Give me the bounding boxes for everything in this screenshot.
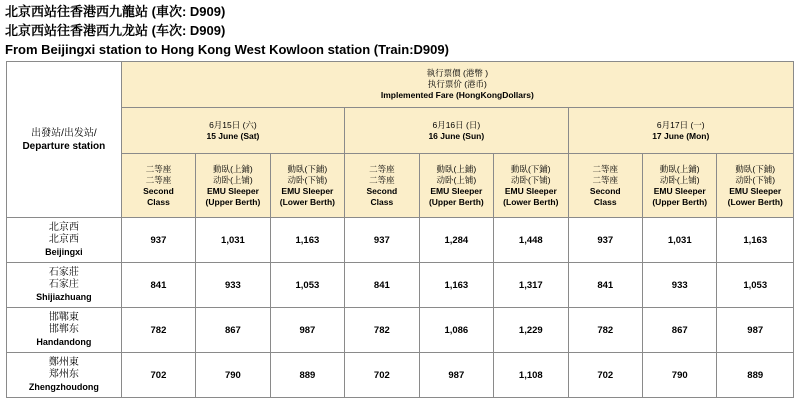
table-row: [7, 218, 794, 263]
station-header-cn: 出發站/出发站/: [31, 127, 97, 139]
date-header-1: [121, 108, 344, 154]
title-traditional: 北京西站往香港西九龍站 (車次: D909): [5, 4, 226, 19]
fare-cell: 790: [196, 353, 270, 398]
fare-cell: 987: [717, 308, 794, 353]
fare-cell: 1,086: [419, 308, 493, 353]
fare-cell: 1,229: [494, 308, 568, 353]
fare-cell: 1,284: [419, 218, 493, 263]
fare-cell: 1,031: [196, 218, 270, 263]
fare-table: [6, 61, 794, 398]
fare-cell: 841: [568, 263, 642, 308]
station-cell: 鄭州東 郑州东 Zhengzhoudong: [7, 353, 122, 398]
fare-cell: 782: [568, 308, 642, 353]
class-header: 二等座 二等座 Second Class: [345, 154, 419, 218]
class-header: 動臥(上鋪) 动卧(上铺) EMU Sleeper (Upper Berth): [643, 154, 717, 218]
table-row: [7, 263, 794, 308]
class-header-row: [7, 154, 794, 218]
fare-cell: 889: [270, 353, 344, 398]
fare-cell: 1,448: [494, 218, 568, 263]
class-header: 動臥(下鋪) 动卧(下铺) EMU Sleeper (Lower Berth): [717, 154, 794, 218]
class-header: 動臥(上鋪) 动卧(上铺) EMU Sleeper (Upper Berth): [419, 154, 493, 218]
date-cn: 6月16日 (日): [432, 119, 481, 130]
table-row: [7, 353, 794, 398]
fare-header-simp: 执行票价 (港币): [427, 79, 487, 89]
fare-cell: 1,317: [494, 263, 568, 308]
date-cn: 6月17日 (一): [656, 119, 705, 130]
fare-header: [121, 62, 793, 108]
date-en: 17 June (Mon): [652, 130, 710, 141]
fare-cell: 1,163: [270, 218, 344, 263]
station-header-en: Departure station: [22, 140, 106, 152]
fare-cell: 1,053: [270, 263, 344, 308]
class-header: 二等座 二等座 Second Class: [121, 154, 195, 218]
fare-cell: 889: [717, 353, 794, 398]
table-row: [7, 308, 794, 353]
fare-cell: 702: [568, 353, 642, 398]
fare-cell: 987: [270, 308, 344, 353]
title-simplified: 北京西站往香港西九龙站 (车次: D909): [5, 23, 226, 38]
station-cell: 石家莊 石家庄 Shijiazhuang: [7, 263, 122, 308]
class-header: 二等座 二等座 Second Class: [568, 154, 642, 218]
class-header: 動臥(上鋪) 动卧(上铺) EMU Sleeper (Upper Berth): [196, 154, 270, 218]
date-en: 15 June (Sat): [206, 130, 260, 141]
date-header-2: [345, 108, 568, 154]
station-cell: 邯鄲東 邯郸东 Handandong: [7, 308, 122, 353]
date-header-3: [568, 108, 793, 154]
fare-cell: 933: [196, 263, 270, 308]
fare-cell: 1,163: [419, 263, 493, 308]
station-cell: 北京西 北京西 Beijingxi: [7, 218, 122, 263]
fare-cell: 867: [643, 308, 717, 353]
fare-header-trad: 執行票價 (港幣 ): [426, 68, 489, 78]
fare-cell: 937: [345, 218, 419, 263]
departure-station-header: [7, 62, 122, 218]
fare-cell: 841: [345, 263, 419, 308]
fare-cell: 782: [121, 308, 195, 353]
fare-cell: 841: [121, 263, 195, 308]
title-english: From Beijingxi station to Hong Kong West Kowloon station (Train:D909): [5, 42, 449, 57]
fare-cell: 1,053: [717, 263, 794, 308]
fare-cell: 782: [345, 308, 419, 353]
fare-cell: 1,163: [717, 218, 794, 263]
fare-cell: 937: [568, 218, 642, 263]
fare-cell: 702: [121, 353, 195, 398]
fare-cell: 1,108: [494, 353, 568, 398]
fare-cell: 987: [419, 353, 493, 398]
fare-cell: 702: [345, 353, 419, 398]
date-en: 16 June (Sun): [428, 130, 485, 141]
fare-header-en: Implemented Fare (HongKongDollars): [380, 90, 534, 100]
fare-cell: 937: [121, 218, 195, 263]
fare-cell: 1,031: [643, 218, 717, 263]
page-titles: [0, 0, 800, 59]
class-header: 動臥(下鋪) 动卧(下铺) EMU Sleeper (Lower Berth): [270, 154, 344, 218]
class-header: 動臥(下鋪) 动卧(下铺) EMU Sleeper (Lower Berth): [494, 154, 568, 218]
date-cn: 6月15日 (六): [209, 119, 257, 130]
fare-cell: 867: [196, 308, 270, 353]
fare-cell: 790: [643, 353, 717, 398]
fare-cell: 933: [643, 263, 717, 308]
